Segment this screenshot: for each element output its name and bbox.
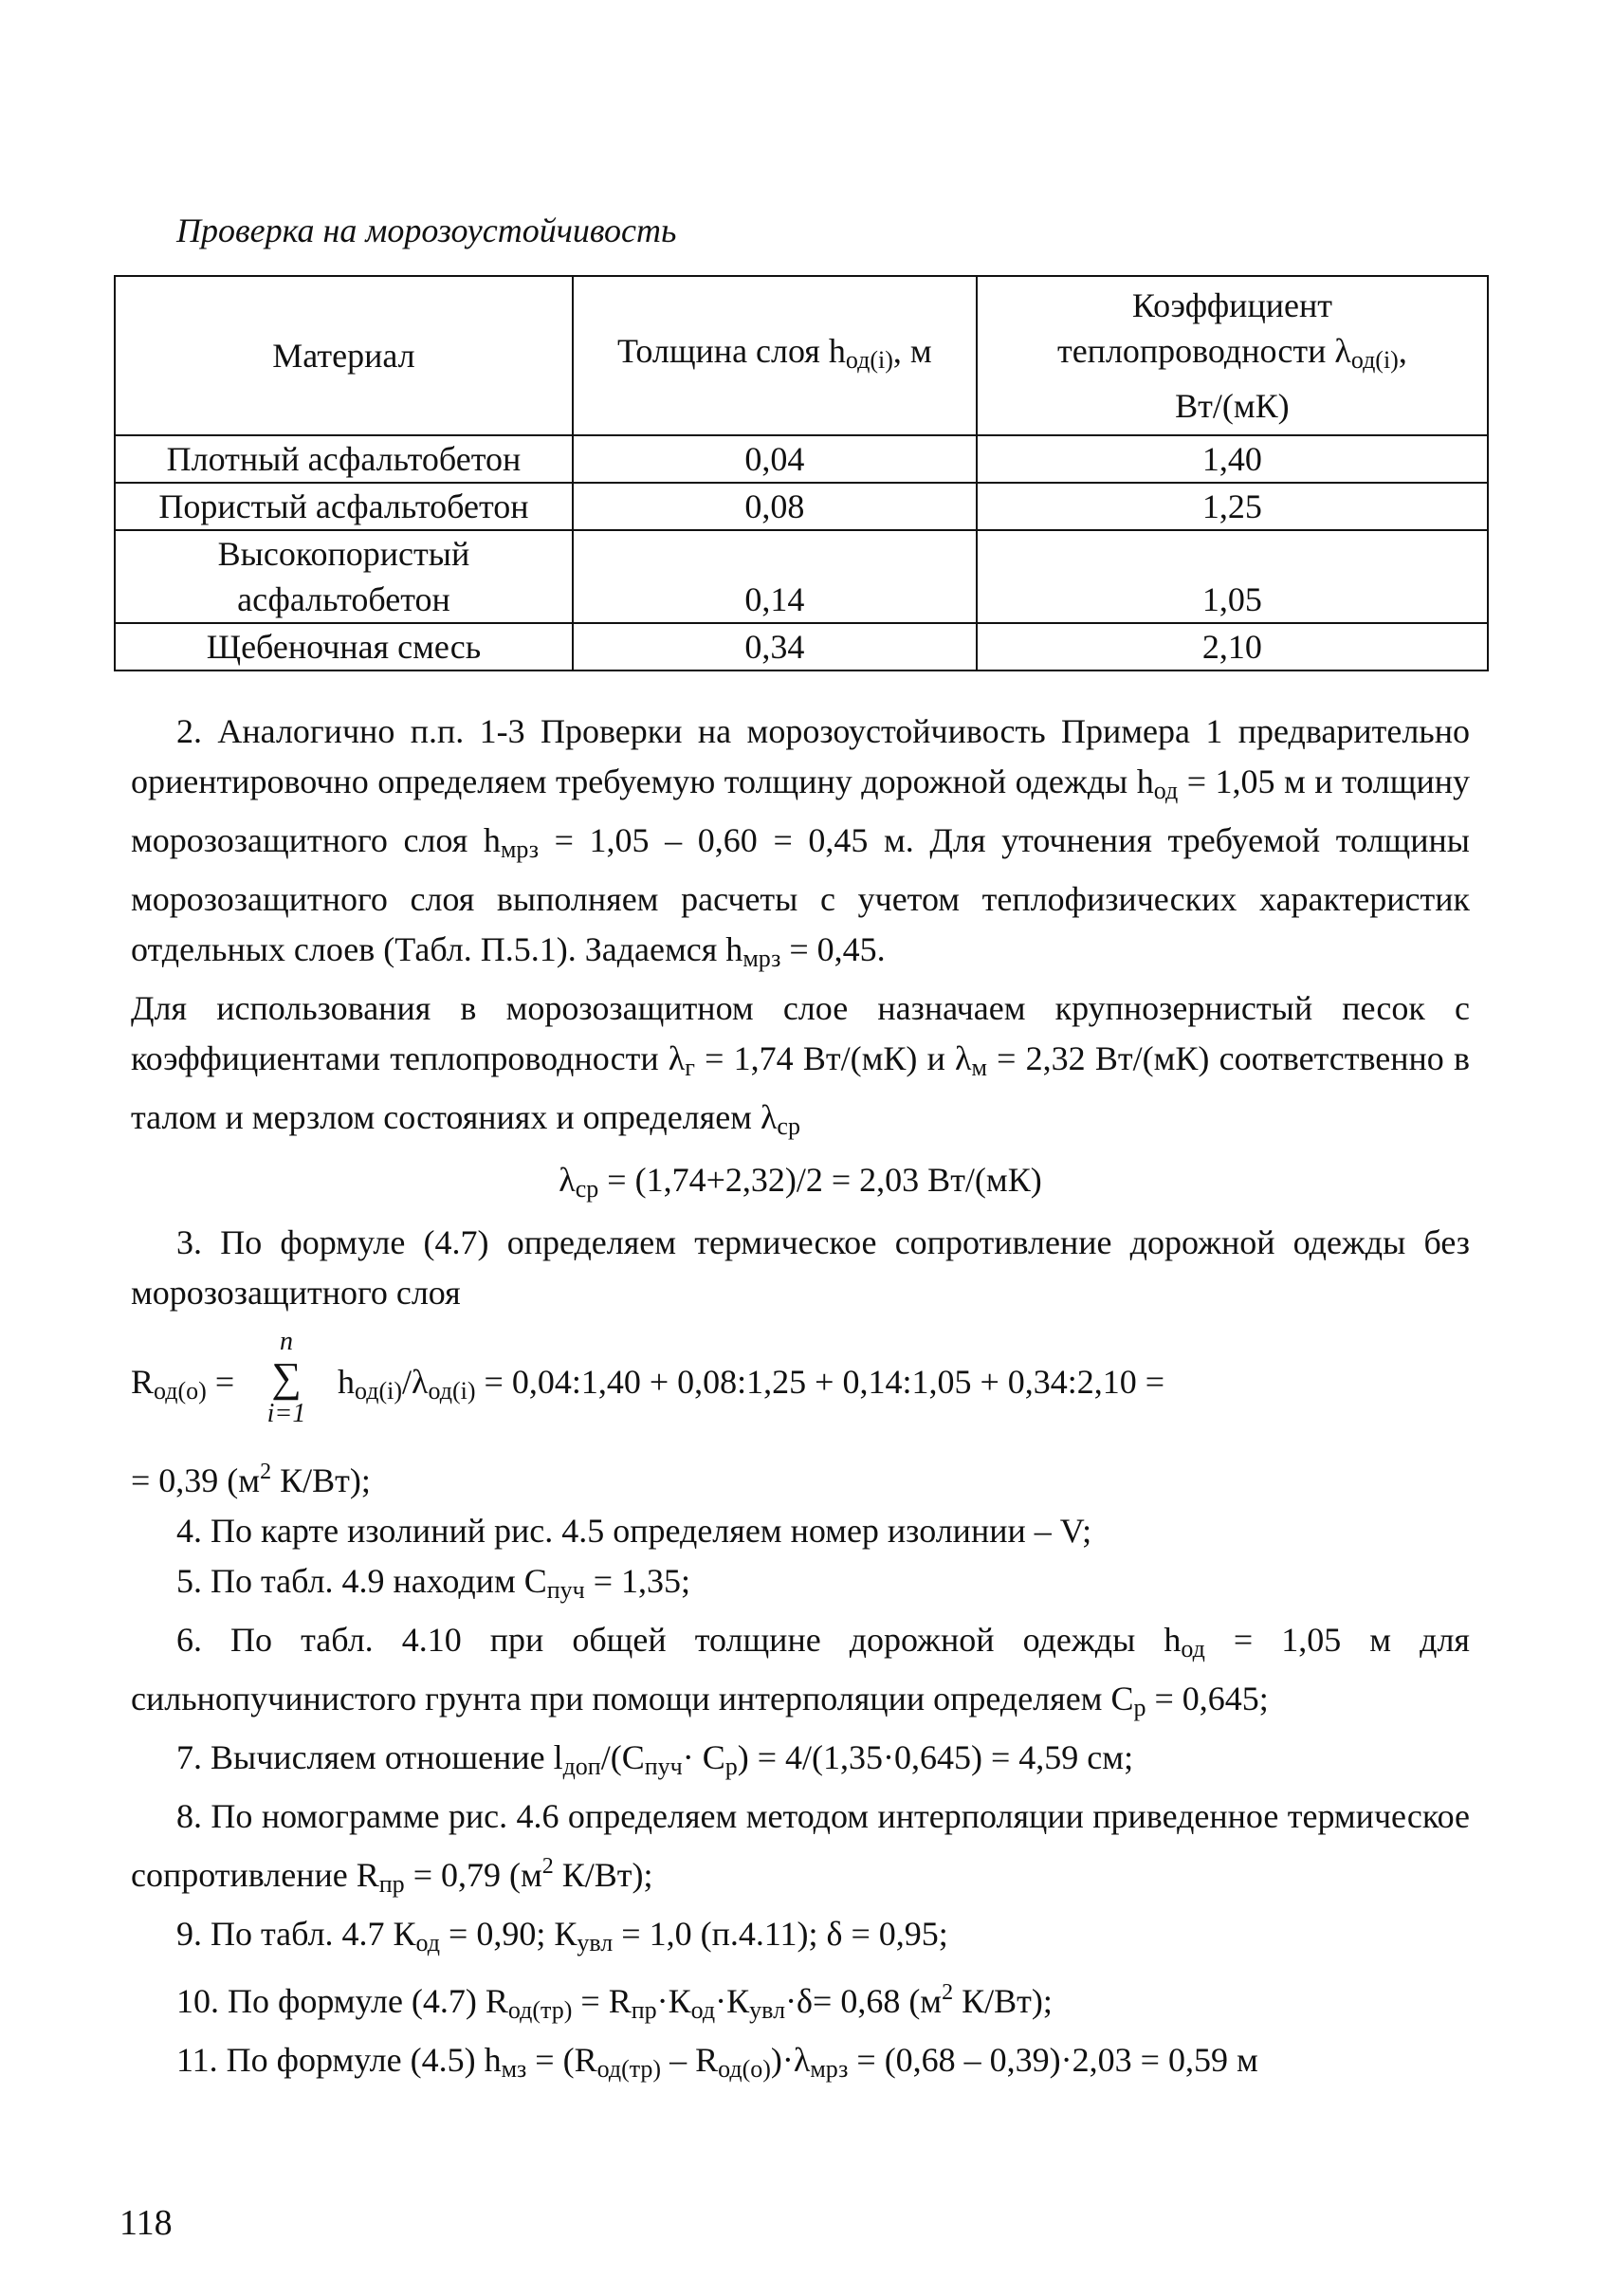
cell-coefficient: 1,05 [977, 530, 1488, 623]
header-coef-line1: Коэффициент [1131, 286, 1332, 324]
text-run: = 2,32 Вт/(мК) соответственно в талом и мерзлом состояниях и определяем λ [131, 1039, 1470, 1136]
header-material [115, 276, 573, 435]
text-run: ·К [656, 1982, 691, 2020]
subscript: од(i) [428, 1377, 476, 1405]
header-thickness-unit: , м [892, 332, 932, 370]
text-run: 11. По формуле (4.5) h [176, 2041, 502, 2079]
text-run: = 0,39 (м [131, 1461, 261, 1499]
text-run: = 0,645; [1146, 1680, 1269, 1717]
sum-lower-limit: i=1 [266, 1399, 306, 1428]
cell-thickness: 0,14 [573, 530, 977, 623]
subscript: од(о) [718, 2055, 771, 2083]
text-run: = 1,05 – 0,60 = 0,45 м. Для уточнения требуемой толщины морозозащитного слоя выполняем расчеты с учетом теплофизических характеристик отдельных слоев (Табл. П.5.1). Задаемся h [131, 821, 1470, 968]
subscript: увл [749, 1996, 786, 2024]
document-body [131, 707, 1470, 2094]
text-run: = (0,68 – 0,39)·2,03 = 0,59 м [848, 2041, 1258, 2079]
table-header-row [115, 276, 1488, 435]
header-coef-sub: од(i) [1350, 346, 1399, 374]
paragraph-step-8 [131, 1791, 1470, 1909]
subscript: пуч [644, 1753, 683, 1780]
subscript: р [724, 1753, 738, 1780]
text-run: 10. По формуле (4.7) R [176, 1982, 508, 2020]
paragraph-step-2 [131, 707, 1470, 983]
subscript: г [685, 1054, 695, 1081]
subscript: од [1153, 777, 1179, 804]
subscript: мз [501, 2055, 527, 2083]
paragraph-step-9 [131, 1909, 1470, 1968]
paragraph-step-7 [131, 1733, 1470, 1791]
table-row [115, 435, 1488, 483]
subscript: пуч [546, 1576, 585, 1604]
cell-coefficient: 1,40 [977, 435, 1488, 483]
text-run: · С [682, 1738, 725, 1776]
header-material-label: Материал [272, 337, 415, 375]
header-coef-unit: Вт/(мК) [1175, 387, 1290, 425]
superscript: 2 [942, 1980, 954, 2005]
text-run: h [338, 1363, 355, 1401]
text-run: 8. По номограмме рис. 4.6 определяем методом интерполяции приведенное термическое сопротивление R [131, 1797, 1470, 1894]
subscript: ср [777, 1112, 800, 1140]
text-run: = 1,05 м и толщину морозозащитного слоя h [131, 762, 1470, 859]
cell-material: Пористый асфальтобетон [115, 483, 573, 530]
text-run: 9. По табл. 4.7 К [176, 1915, 416, 1953]
subscript: од [690, 1996, 716, 2024]
text-run: 6. По табл. 4.10 при общей толщине дорожной одежды h [176, 1621, 1182, 1659]
text-run: )·λ [770, 2041, 811, 2079]
table-row [115, 623, 1488, 670]
text-run: = (R [526, 2041, 597, 2079]
superscript: 2 [541, 1854, 554, 1879]
header-coef-line2: теплопроводности λ [1056, 332, 1351, 370]
formula-resistance [131, 1324, 1470, 1447]
text-run: = 1,35; [584, 1562, 691, 1600]
header-thickness [573, 276, 977, 435]
text-run: λ [559, 1161, 576, 1199]
text-run: 7. Вычисляем отношение l [176, 1738, 563, 1776]
materials-table [114, 275, 1489, 671]
text-run: = (1,74+2,32)/2 = 2,03 Вт/(мК) [598, 1161, 1042, 1199]
cell-thickness: 0,08 [573, 483, 977, 530]
header-coefficient [977, 276, 1488, 435]
subscript: пр [378, 1870, 405, 1898]
summation-sign [258, 1324, 315, 1432]
header-thickness-label: Толщина слоя h [617, 332, 846, 370]
paragraph-sand [131, 983, 1470, 1151]
text-run: = R [572, 1982, 632, 2020]
text-run: К/Вт); [271, 1461, 371, 1499]
cell-thickness: 0,34 [573, 623, 977, 670]
header-thickness-sub: од(i) [845, 346, 893, 374]
header-coef-comma: , [1398, 332, 1407, 370]
subscript: од [1181, 1635, 1205, 1662]
subscript: пр [631, 1996, 657, 2024]
text-run: = [206, 1363, 235, 1401]
text-run: /(С [600, 1738, 645, 1776]
paragraph-step-6 [131, 1615, 1470, 1733]
subscript: р [1133, 1694, 1146, 1721]
cell-material: Плотный асфальтобетон [115, 435, 573, 483]
cell-thickness: 0,04 [573, 435, 977, 483]
paragraph-step-4: 4. По карте изолиний рис. 4.5 определяем номер изолинии – V; [176, 1512, 1092, 1550]
table-row [115, 530, 1488, 623]
text-run: = 0,79 (м [404, 1856, 542, 1894]
text-run: = 1,0 (п.4.11); δ = 0,95; [613, 1915, 948, 1953]
formula-lambda-average [131, 1155, 1470, 1214]
page-number: 118 [119, 2203, 173, 2243]
text-run: ·δ= 0,68 (м [785, 1982, 943, 2020]
text-run: = 1,74 Вт/(мК) и λ [694, 1039, 972, 1077]
subscript: мрз [742, 945, 781, 972]
text-run: ·К [715, 1982, 750, 2020]
text-run: 5. По табл. 4.9 находим С [176, 1562, 547, 1600]
subscript: увл [577, 1929, 614, 1956]
superscript: 2 [260, 1460, 272, 1484]
subscript: ср [575, 1175, 599, 1203]
formula-rhs [338, 1362, 1164, 1405]
text-run: = 1,05 м для сильнопучинистого грунта при помощи интерполяции определяем С [131, 1621, 1470, 1717]
subscript: мрз [810, 2055, 849, 2083]
cell-coefficient: 1,25 [977, 483, 1488, 530]
text-run: 2. Аналогично п.п. 1-3 Проверки на морозоустойчивость Примера 1 предварительно ориентировочно определяем требуемую толщину дорожной одежды h [131, 712, 1470, 800]
subscript: м [971, 1054, 987, 1081]
table-row [115, 483, 1488, 530]
text-run: = 0,45. [780, 930, 886, 968]
formula-resistance-result [131, 1447, 1470, 1506]
paragraph-step-3: 3. По формуле (4.7) определяем термическое сопротивление дорожной одежды без морозозащитного слоя [131, 1223, 1470, 1312]
text-run: R [131, 1363, 155, 1401]
text-run: ) = 4/(1,35·0,645) = 4,59 см; [737, 1738, 1134, 1776]
text-run: Для использования в морозозащитном слое назначаем крупнозернистый песок с коэффициентами теплопроводности λ [131, 989, 1470, 1077]
text-run: К/Вт); [953, 1982, 1053, 2020]
text-run: = 0,90; К [440, 1915, 577, 1953]
text-run: = 0,04:1,40 + 0,08:1,25 + 0,14:1,05 + 0,34:2,10 = [475, 1363, 1165, 1401]
sum-upper-limit: n [280, 1327, 293, 1356]
cell-material-line2: асфальтобетон [237, 580, 450, 618]
text-run: К/Вт); [553, 1856, 653, 1894]
cell-material: Щебеночная смесь [115, 623, 573, 670]
subscript: од(о) [154, 1377, 207, 1405]
formula-lhs [131, 1362, 234, 1405]
subscript: мрз [500, 836, 539, 863]
subscript: од(тр) [596, 2055, 662, 2083]
text-run: – R [661, 2041, 719, 2079]
subscript: од [415, 1929, 441, 1956]
cell-coefficient: 2,10 [977, 623, 1488, 670]
cell-material [115, 530, 573, 623]
subscript: од(i) [355, 1377, 403, 1405]
paragraph-step-5 [131, 1556, 1470, 1615]
subscript: од(тр) [507, 1996, 573, 2024]
sum-symbol: ∑ [271, 1354, 302, 1401]
paragraph-step-10 [131, 1968, 1470, 2035]
cell-material-line1: Высокопористый [217, 535, 470, 573]
table-caption: Проверка на морозоустойчивость [176, 211, 677, 249]
text-run: /λ [402, 1363, 429, 1401]
subscript: доп [562, 1753, 601, 1780]
paragraph-step-11 [131, 2035, 1470, 2094]
